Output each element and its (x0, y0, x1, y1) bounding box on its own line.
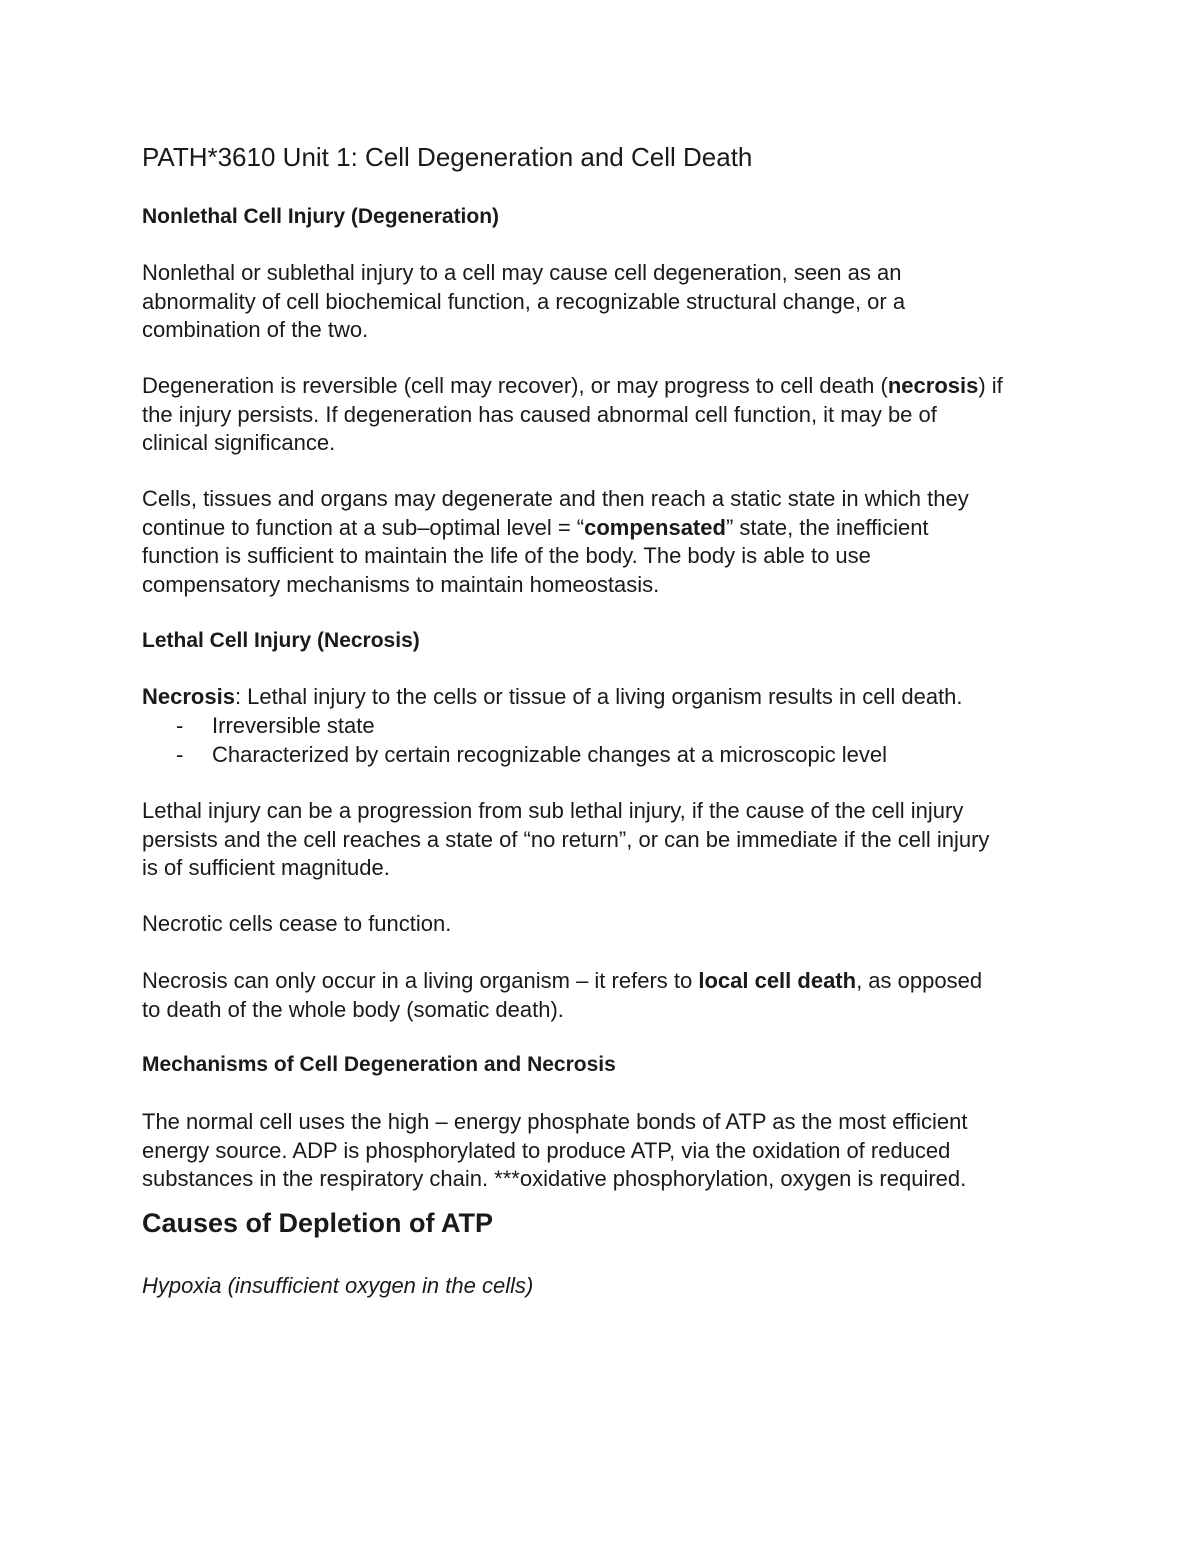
text-segment: Degeneration is reversible (cell may recover), or may progress to cell death ( (142, 373, 888, 398)
text-line (142, 372, 1077, 401)
document-page (142, 0, 1077, 1553)
bold-term-compensated: compensated (584, 514, 726, 540)
text-line: the injury persists. If degeneration has caused abnormal cell function, it may be of (142, 401, 937, 427)
text-line: abnormality of cell biochemical function, a recognizable structural change, or a (142, 288, 906, 314)
list-item (142, 712, 887, 741)
heading-nonlethal: Nonlethal Cell Injury (Degeneration) (142, 205, 500, 228)
paragraph-lethal-progression (142, 797, 1077, 883)
paragraph-atp-energy (142, 1108, 1077, 1194)
list-item (142, 741, 887, 770)
page-title: PATH*3610 Unit 1: Cell Degeneration and Cell Death (142, 142, 753, 172)
paragraph-degeneration-reversible (142, 372, 1077, 458)
text-segment: , as opposed (856, 968, 983, 993)
text-line: combination of the two. (142, 317, 369, 342)
text-segment: Necrosis can only occur in a living organism – it refers to (142, 968, 699, 993)
list-item-text: Characterized by certain recognizable changes at a microscopic level (212, 741, 888, 767)
heading-lethal: Lethal Cell Injury (Necrosis) (142, 629, 420, 652)
text-line: to death of the whole body (somatic death). (142, 996, 564, 1022)
subheading-hypoxia: Hypoxia (insufficient oxygen in the cells) (142, 1273, 534, 1298)
text-line (142, 683, 1077, 712)
text-line: is of sufficient magnitude. (142, 855, 390, 880)
bullet-dash: - (176, 741, 184, 767)
text-segment: : Lethal injury to the cells or tissue of a living organism results in cell death. (234, 684, 963, 709)
bullet-dash: - (176, 713, 184, 738)
paragraph-nonlethal-definition (142, 259, 1077, 345)
paragraph-compensated-state (142, 485, 1077, 599)
paragraph-local-cell-death (142, 967, 1077, 1024)
bold-term-local-cell-death: local cell death (698, 968, 857, 993)
text-segment: ” state, the inefficient (725, 514, 929, 540)
text-line: Cells, tissues and organs may degenerate and then reach a static state in which they (142, 486, 969, 511)
text-line: energy source. ADP is phosphorylated to produce ATP, via the oxidation of reduced (142, 1137, 951, 1163)
bold-term-necrosis: necrosis (887, 373, 979, 398)
text-segment: ) if (978, 373, 1003, 398)
text-segment: continue to function at a sub–optimal level = “ (142, 514, 585, 540)
text-line: The normal cell uses the high – energy phosphate bonds of ATP as the most efficient (142, 1109, 968, 1134)
heading-mechanisms: Mechanisms of Cell Degeneration and Necrosis (142, 1053, 616, 1076)
text-line: Nonlethal or sublethal injury to a cell may cause cell degeneration, seen as an (142, 260, 902, 285)
text-line: substances in the respiratory chain. ***oxidative phosphorylation, oxygen is required. (142, 1166, 967, 1191)
paragraph-necrosis-definition (142, 683, 1077, 712)
text-line (142, 967, 1077, 996)
necrosis-bullet-list (142, 712, 887, 769)
bold-term-necrosis: Necrosis (142, 684, 235, 709)
text-line: Lethal injury can be a progression from sub lethal injury, if the cause of the cell injury (142, 798, 964, 823)
text-line (142, 514, 1077, 543)
text-line: compensatory mechanisms to maintain homeostasis. (142, 571, 660, 597)
heading-causes-atp-depletion: Causes of Depletion of ATP (142, 1208, 494, 1238)
text-line: function is sufficient to maintain the life of the body. The body is able to use (142, 543, 871, 568)
text-line: Necrotic cells cease to function. (142, 911, 452, 936)
paragraph-necrotic-cells (142, 910, 1077, 939)
text-line: persists and the cell reaches a state of “no return”, or can be immediate if the cell injury (142, 826, 990, 852)
list-item-text: Irreversible state (212, 713, 375, 738)
text-line: clinical significance. (142, 430, 336, 455)
